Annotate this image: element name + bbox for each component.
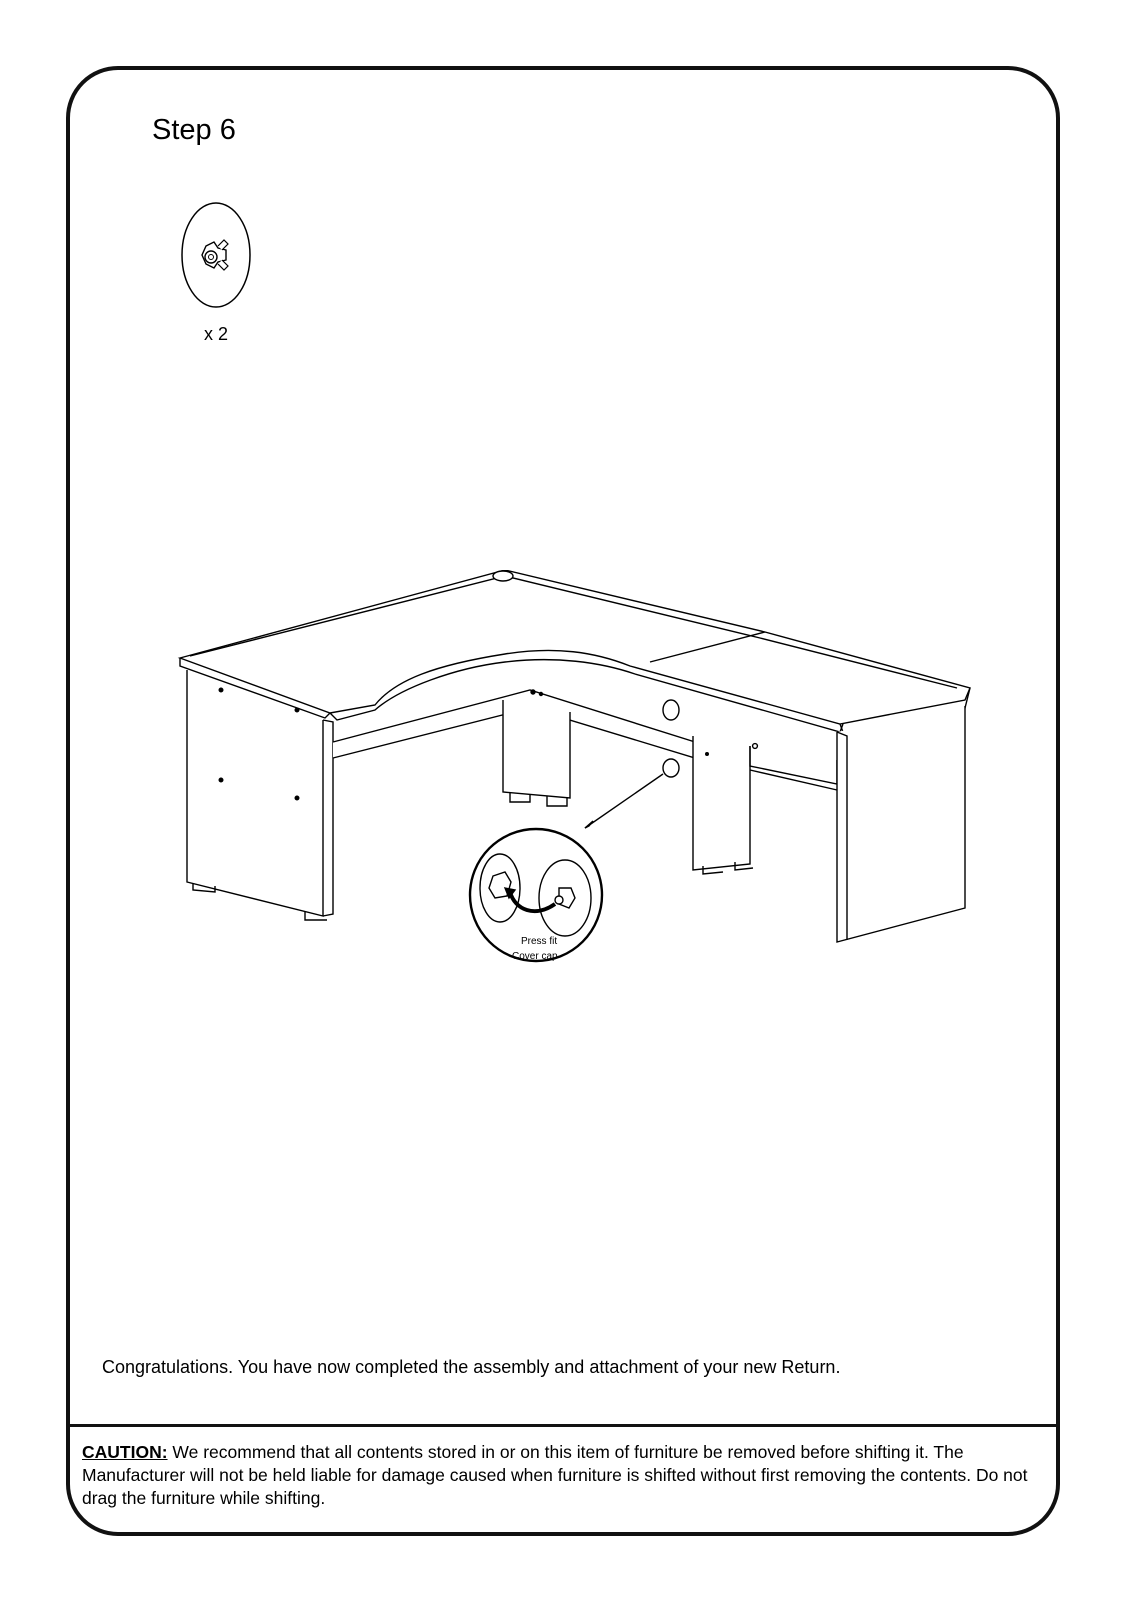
caution-label: CAUTION: [82, 1442, 168, 1462]
step-title: Step 6 [152, 114, 236, 146]
cover-cap-icon [176, 200, 258, 310]
caution-divider [68, 1424, 1058, 1427]
callout-label-press-fit: Press fit [521, 936, 558, 947]
callout-label-cover-cap: Cover cap [512, 951, 558, 962]
completion-message: Congratulations. You have now completed the assembly and attachment of your new Return. [102, 1357, 841, 1377]
part-quantity: x 2 [204, 324, 229, 344]
desk-illustration [175, 570, 1005, 990]
caution-notice [82, 1441, 1062, 1510]
caution-text: We recommend that all contents stored in or on this item of furniture be removed before shifting it. The Manufacturer will not be held liable for damage caused when furniture is shifted without first removing the contents. Do not drag the furniture while shifting. [82, 1442, 1028, 1508]
